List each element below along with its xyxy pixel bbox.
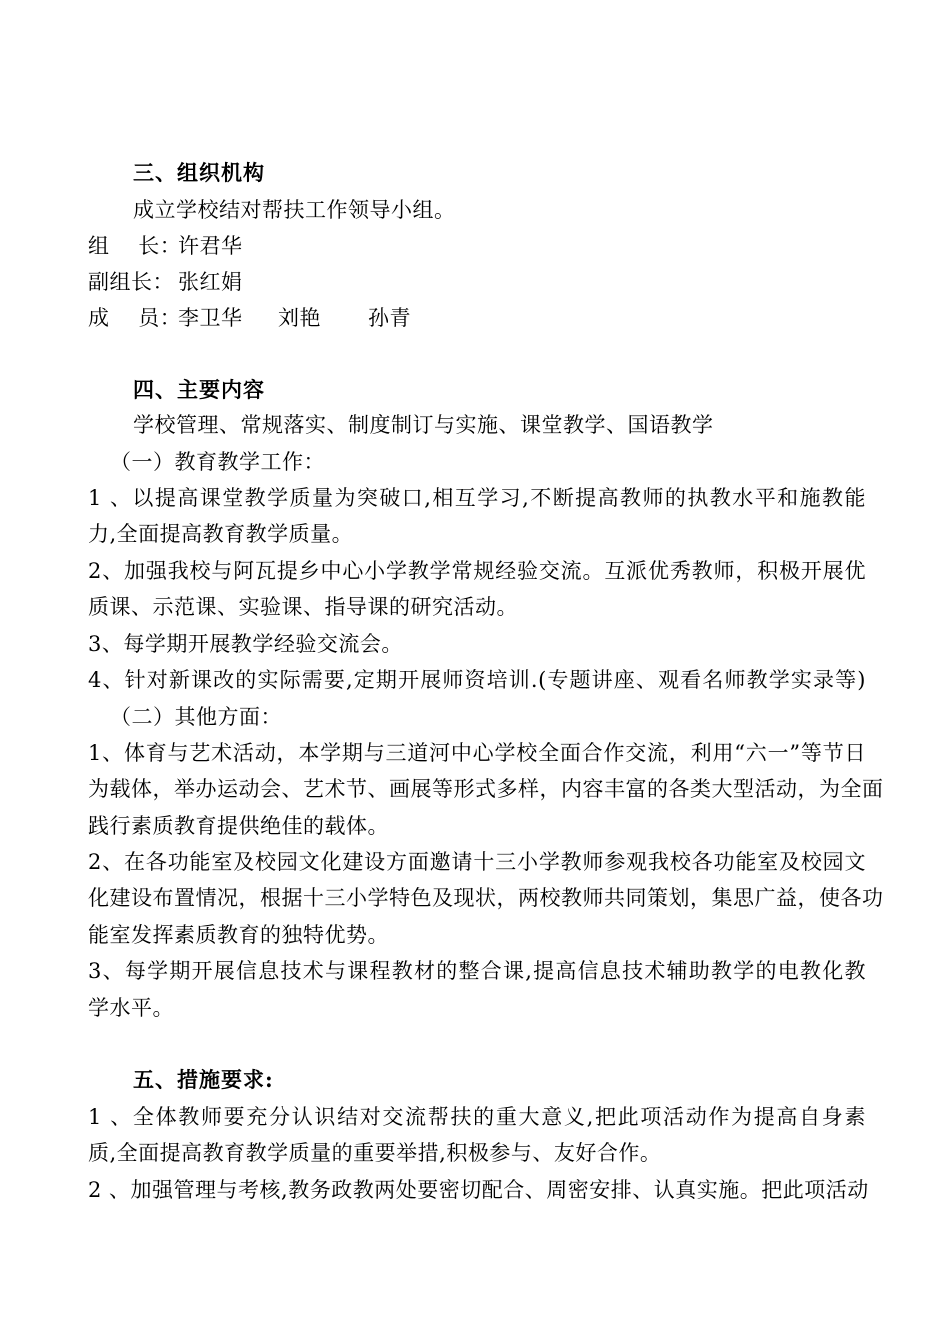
section4-heading: 四、主要内容 [133, 377, 265, 402]
member-name: 刘艳 [278, 306, 321, 330]
paragraph-line: 1 、全体教师要充分认识结对交流帮扶的重大意义,把此项活动作为提高自身素 [88, 1105, 866, 1129]
paragraph-line: 3、每学期开展信息技术与课程教材的整合课,提高信息技术辅助教学的电教化教 [88, 959, 866, 983]
paragraph-line: 1、体育与艺术活动，本学期与三道河中心学校全面合作交流，利用“六一”等节日 [88, 741, 866, 765]
members-label: 成 员： [88, 306, 182, 330]
sub1-title: （一）教育教学工作： [110, 450, 325, 474]
deputy-name: 张红娟 [178, 270, 243, 294]
paragraph-line: 化建设布置情况，根据十三小学特色及现状，两校教师共同策划，集思广益，使各功 [88, 886, 884, 910]
section3-heading: 三、组织机构 [133, 160, 265, 185]
sub2-title: （二）其他方面： [110, 705, 282, 729]
paragraph-line: 质,全面提高教育教学质量的重要举措,积极参与、友好合作。 [88, 1141, 662, 1165]
paragraph-line: 3、每学期开展教学经验交流会。 [88, 632, 403, 656]
section3-intro: 成立学校结对帮扶工作领导小组。 [133, 198, 456, 222]
paragraph-line: 践行素质教育提供绝佳的载体。 [88, 814, 389, 838]
section4-intro: 学校管理、常规落实、制度制订与实施、课堂教学、国语教学 [133, 413, 714, 437]
member-name: 李卫华 [178, 306, 243, 330]
deputy-row [88, 267, 488, 297]
paragraph-line: 能室发挥素质教育的独特优势。 [88, 923, 389, 947]
section5-heading: 五、措施要求: [133, 1067, 274, 1092]
paragraph-line: 4、针对新课改的实际需要,定期开展师资培训.(专题讲座、观看名师教学实录等) [88, 668, 866, 692]
paragraph-line: 1 、以提高课堂教学质量为突破口,相互学习,不断提高教师的执教水平和施教能 [88, 486, 866, 510]
deputy-label: 副组长： [88, 270, 174, 294]
member-name: 孙青 [368, 306, 411, 330]
paragraph-line: 力,全面提高教育教学质量。 [88, 522, 354, 546]
leader-row [88, 231, 488, 261]
paragraph-line: 学水平。 [88, 996, 174, 1020]
members-row [88, 303, 588, 333]
leader-label: 组 长： [88, 234, 182, 258]
paragraph-line: 2、加强我校与阿瓦提乡中心小学教学常规经验交流。互派优秀教师，积极开展优 [88, 559, 866, 583]
leader-name: 许君华 [178, 234, 243, 258]
paragraph-line: 2 、加强管理与考核,教务政教两处要密切配合、周密安排、认真实施。把此项活动 [88, 1178, 869, 1202]
paragraph-line: 2、在各功能室及校园文化建设方面邀请十三小学教师参观我校各功能室及校园文 [88, 850, 866, 874]
paragraph-line: 为载体，举办运动会、艺术节、画展等形式多样，内容丰富的各类大型活动，为全面 [88, 777, 884, 801]
paragraph-line: 质课、示范课、实验课、指导课的研究活动。 [88, 595, 518, 619]
